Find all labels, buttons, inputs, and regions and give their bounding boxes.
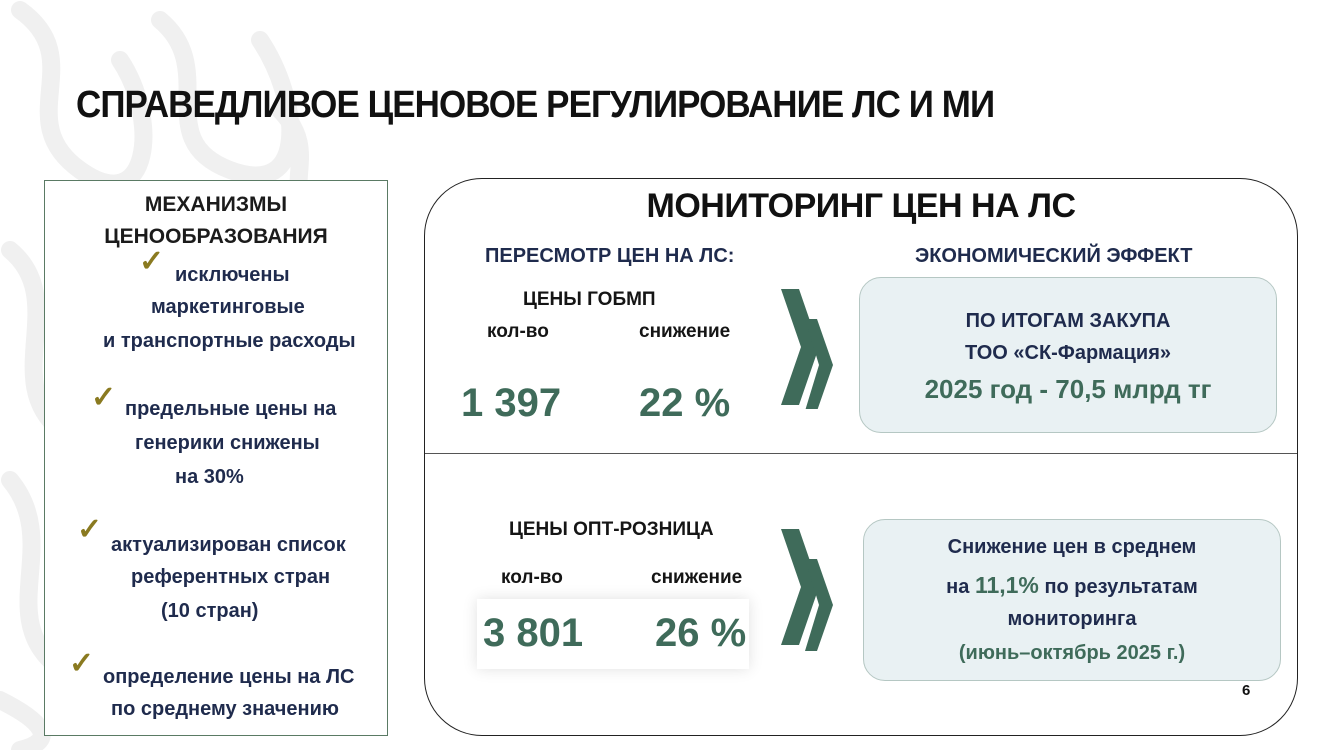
mechanism-item-4-line2: по среднему значению [111, 698, 339, 720]
wholesale-label: ЦЕНЫ ОПТ-РОЗНИЦА [509, 519, 714, 540]
checkmark-icon: ✓ [77, 513, 103, 546]
mechanism-item-2-line3: на 30% [175, 466, 244, 488]
mechanism-item-3-line2: референтных стран [131, 566, 331, 588]
mechanism-item-1-line2: маркетинговые [151, 296, 305, 318]
mechanism-item-1-line1: исключены [175, 264, 290, 286]
effect-box-line1: ПО ИТОГАМ ЗАКУПА [965, 310, 1171, 332]
effect-box-line2: ТОО «СК-Фармация» [964, 342, 1171, 364]
wholesale-decrease-value: 26 % [655, 611, 747, 655]
monitoring-box-line1: Снижение цен в среднем [947, 536, 1197, 558]
monitoring-box-percent: 11,1% [974, 572, 1039, 598]
page-number: 6 [1242, 682, 1251, 699]
gobmp-decrease-label: снижение [639, 321, 731, 342]
mechanism-item-3-line3: (10 стран) [161, 600, 259, 622]
wholesale-count-value: 3 801 [483, 611, 584, 655]
mechanism-item-1-line3: и транспортные расходы [103, 330, 356, 352]
checkmark-icon: ✓ [91, 381, 117, 414]
mechanism-item-2-line1: предельные цены на [125, 398, 337, 420]
mechanism-item-4-line1: определение цены на ЛС [103, 666, 355, 688]
slide-title: СПРАВЕДЛИВОЕ ЦЕНОВОЕ РЕГУЛИРОВАНИЕ ЛС И МИ [76, 84, 995, 126]
double-chevron-icon [779, 289, 843, 409]
mechanisms-heading-line1: МЕХАНИЗМЫ [144, 193, 288, 216]
wholesale-decrease-label: снижение [651, 567, 743, 588]
monitoring-box-line3: мониторинга [1007, 608, 1137, 630]
mechanism-item-4 [45, 181, 387, 731]
double-chevron-icon [779, 529, 843, 653]
wholesale-count-label: кол-во [501, 567, 563, 588]
gobmp-count-label: кол-во [487, 321, 549, 342]
checkmark-icon: ✓ [69, 647, 95, 680]
monitoring-box-line2 [864, 572, 1280, 599]
mechanisms-panel [44, 180, 388, 736]
economic-effect-heading: ЭКОНОМИЧЕСКИЙ ЭФФЕКТ [915, 245, 1193, 267]
checkmark-icon: ✓ [139, 245, 165, 278]
price-review-heading: ПЕРЕСМОТР ЦЕН НА ЛС: [485, 245, 735, 267]
monitoring-box-line4: (июнь–октябрь 2025 г.) [958, 642, 1186, 664]
procurement-effect-box [859, 277, 1277, 433]
monitoring-panel [424, 178, 1298, 736]
monitoring-result-box [863, 519, 1281, 681]
mechanism-item-2-line2: генерики снижены [135, 432, 320, 454]
mechanism-item-3-line1: актуализирован список [111, 534, 346, 556]
monitoring-box-line2-prefix: на [946, 576, 975, 598]
gobmp-decrease-value: 22 % [639, 381, 731, 425]
mechanisms-heading-line2: ЦЕНООБРАЗОВАНИЯ [104, 225, 328, 248]
monitoring-box-line2-suffix: по результатам [1038, 576, 1198, 598]
effect-box-line3: 2025 год - 70,5 млрд тг [924, 374, 1212, 404]
gobmp-label: ЦЕНЫ ГОБМП [523, 289, 656, 310]
section-divider [425, 453, 1297, 454]
monitoring-title: МОНИТОРИНГ ЦЕН НА ЛС [646, 187, 1076, 225]
gobmp-count-value: 1 397 [461, 381, 562, 425]
